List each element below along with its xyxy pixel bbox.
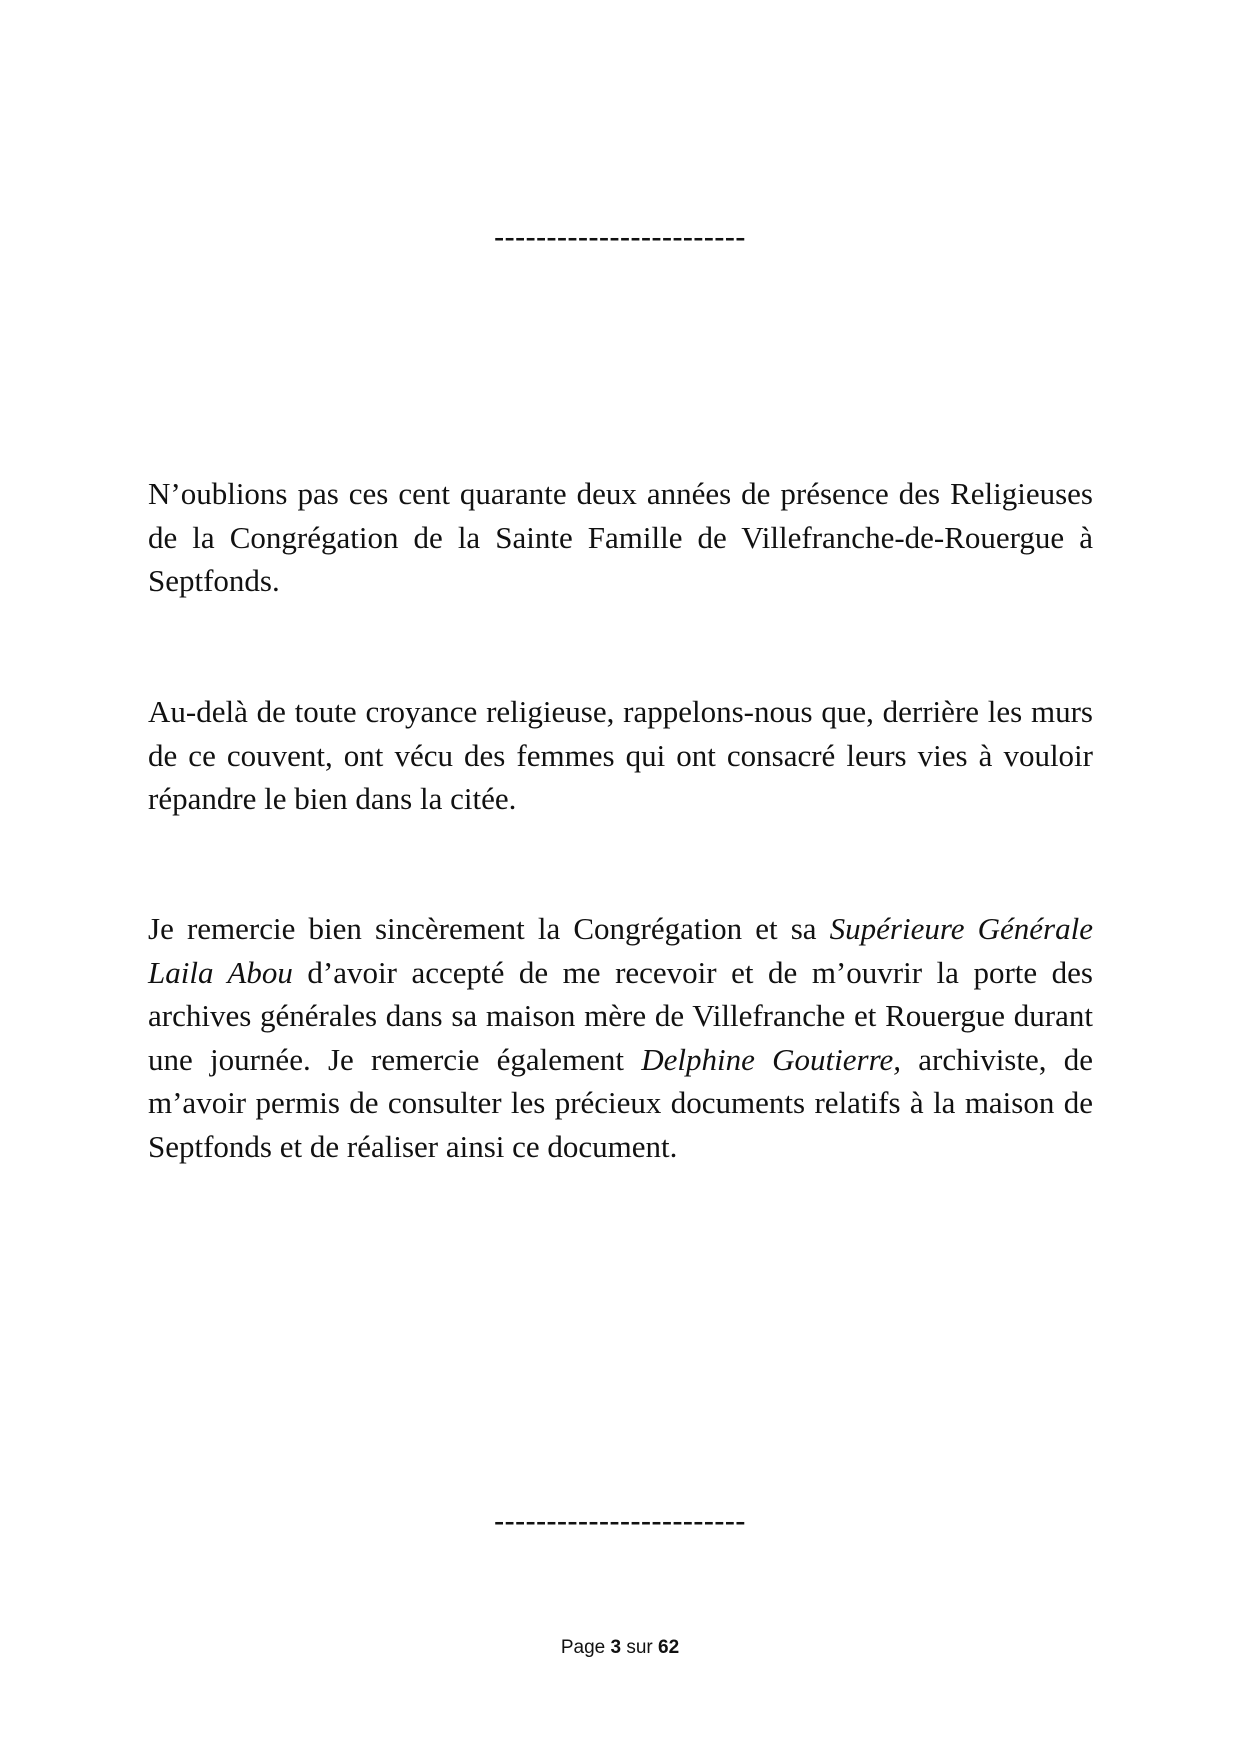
ack-text-2: d’avoir accepté de me recevoir et de m’ouvrir la porte des archives générales dans sa maison mère de Villefranche et Rouergue durant une journée. Je remercie également <box>148 954 1093 1077</box>
footer-total-pages: 62 <box>658 1637 680 1658</box>
footer-middle: sur <box>621 1637 659 1658</box>
ack-text-3: archiviste, de m’avoir permis de consulter les précieux documents relatifs à la maison de Septfonds et de réaliser ainsi ce document. <box>148 1041 1093 1164</box>
footer-prefix: Page <box>560 1637 611 1658</box>
page-footer <box>0 1637 1240 1659</box>
ack-text-1: Je remercie bien sincèrement la Congrégation et sa <box>148 911 830 946</box>
separator-top: ------------------------ <box>494 220 746 253</box>
ack-superior-name: Supérieure Générale Laila Abou <box>148 911 1093 990</box>
footer-current-page: 3 <box>610 1637 622 1658</box>
paragraph-acknowledgements <box>148 907 1093 1168</box>
separator-bottom: ------------------------ <box>494 1504 746 1537</box>
ack-archivist-name: Delphine Goutierre, <box>641 1041 901 1077</box>
paragraph-beyond-belief: Au-delà de toute croyance religieuse, rappelons-nous que, derrière les murs de ce couvent, ont vécu des femmes qui ont consacré leurs vies à vouloir répandre le bien dans la citée. <box>148 694 1093 816</box>
paragraph-remembrance: N’oublions pas ces cent quarante deux années de présence des Religieuses de la Congrégation de la Sainte Famille de Villefranche-de-Rouergue à Septfonds. <box>148 476 1093 598</box>
